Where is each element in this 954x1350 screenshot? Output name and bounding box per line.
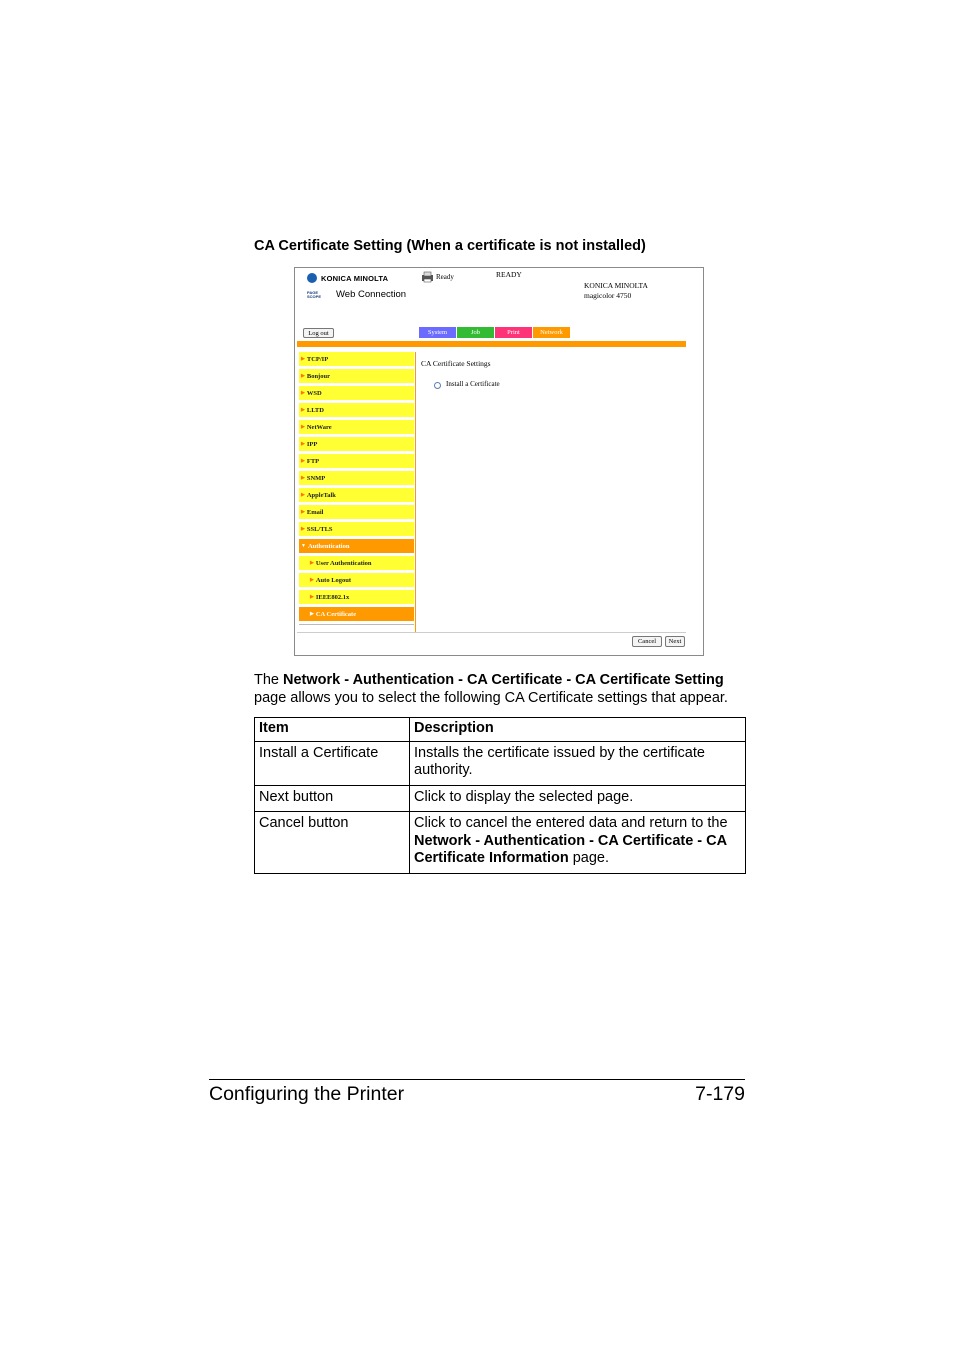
arrow-right-icon: ▶ <box>301 442 305 447</box>
sidebar-item-tcpip[interactable]: ▶ TCP/IP <box>299 352 414 366</box>
table-cell-item: Install a Certificate <box>255 741 410 785</box>
arrow-right-icon: ▶ <box>301 476 305 481</box>
model-name: magicolor 4750 <box>584 291 632 300</box>
tab-system[interactable]: System <box>419 327 456 338</box>
arrow-right-icon: ▶ <box>301 510 305 515</box>
sidebar-item-netware[interactable]: ▶ NetWare <box>299 420 414 434</box>
pagescope-logo-icon: PAGE SCOPE <box>307 289 322 299</box>
table-cell-description: Installs the certificate issued by the certificate authority. <box>410 741 746 785</box>
intro-paragraph: The Network - Authentication - CA Certificate - CA Certificate Setting page allows you to select the following CA Certificate settings that appear. <box>254 672 728 706</box>
arrow-down-icon: ▼ <box>301 543 306 549</box>
arrow-right-icon: ▶ <box>301 459 305 464</box>
web-connection-title: Web Connection <box>336 289 407 300</box>
sidebar-item-user-authentication[interactable]: ▶ User Authentication <box>299 556 414 570</box>
column-header-description: Description <box>410 718 746 742</box>
section-heading: CA Certificate Setting (When a certificate is not installed) <box>254 238 646 254</box>
install-certificate-radio[interactable] <box>434 382 441 389</box>
sidebar-item-ssl-tls[interactable]: ▶ SSL/TLS <box>299 522 414 536</box>
arrow-right-icon: ▶ <box>301 391 305 396</box>
main-tabs <box>419 327 570 338</box>
content-title: CA Certificate Settings <box>421 359 491 368</box>
arrow-right-icon: ▶ <box>310 578 314 583</box>
tab-print[interactable]: Print <box>495 327 532 338</box>
model-info <box>584 281 648 301</box>
sidebar-item-appletalk[interactable]: ▶ AppleTalk <box>299 488 414 502</box>
sidebar-item-snmp[interactable]: ▶ SNMP <box>299 471 414 485</box>
footer-rule <box>209 1079 745 1080</box>
table-row <box>255 785 746 812</box>
sidebar-item-ipp[interactable]: ▶ IPP <box>299 437 414 451</box>
sidebar-item-authentication[interactable]: ▼ Authentication <box>299 539 414 553</box>
sidebar <box>299 352 416 632</box>
arrow-right-icon: ▶ <box>301 374 305 379</box>
logout-button[interactable]: Log out <box>303 328 334 338</box>
table-cell-item: Cancel button <box>255 812 410 874</box>
tab-network[interactable]: Network <box>533 327 570 338</box>
arrow-right-icon: ▶ <box>301 357 305 362</box>
column-header-item: Item <box>255 718 410 742</box>
install-certificate-label[interactable]: Install a Certificate <box>446 380 500 388</box>
sidebar-divider <box>299 624 414 625</box>
arrow-right-icon: ▶ <box>301 425 305 430</box>
settings-table <box>254 717 746 874</box>
table-header-row <box>255 718 746 742</box>
sidebar-item-wsd[interactable]: ▶ WSD <box>299 386 414 400</box>
sidebar-item-ca-certificate[interactable]: ▶ CA Certificate <box>299 607 414 621</box>
tab-job[interactable]: Job <box>457 327 494 338</box>
model-maker: KONICA MINOLTA <box>584 281 648 290</box>
footer-page-number: 7-179 <box>695 1083 745 1105</box>
sidebar-item-auto-logout[interactable]: ▶ Auto Logout <box>299 573 414 587</box>
tab-bar-divider <box>297 341 686 347</box>
brand-name: KONICA MINOLTA <box>321 273 389 283</box>
table-cell-description: Click to cancel the entered data and return to the Network - Authentication - CA Certificate - CA Certificate Information page. <box>410 812 746 874</box>
printer-status-icon <box>421 271 434 283</box>
status-text: Ready <box>436 273 454 281</box>
arrow-right-icon: ▶ <box>310 612 314 617</box>
arrow-right-icon: ▶ <box>301 408 305 413</box>
sidebar-item-email[interactable]: ▶ Email <box>299 505 414 519</box>
next-button[interactable]: Next <box>665 636 685 647</box>
ready-text: READY <box>496 270 522 279</box>
arrow-right-icon: ▶ <box>310 595 314 600</box>
cancel-button[interactable]: Cancel <box>632 636 662 647</box>
arrow-right-icon: ▶ <box>301 493 305 498</box>
konica-minolta-logo-icon <box>307 273 317 283</box>
sidebar-item-bonjour[interactable]: ▶ Bonjour <box>299 369 414 383</box>
sidebar-item-ieee8021x[interactable]: ▶ IEEE802.1x <box>299 590 414 604</box>
table-cell-item: Next button <box>255 785 410 812</box>
arrow-right-icon: ▶ <box>310 561 314 566</box>
footer-divider <box>297 632 686 633</box>
brand-block <box>307 273 406 300</box>
arrow-right-icon: ▶ <box>301 527 305 532</box>
table-cell-description: Click to display the selected page. <box>410 785 746 812</box>
intro-path: Network - Authentication - CA Certificate - CA Certificate Setting <box>283 672 724 688</box>
sidebar-item-lltd[interactable]: ▶ LLTD <box>299 403 414 417</box>
web-connection-screenshot <box>294 267 704 656</box>
table-row <box>255 812 746 874</box>
table-row <box>255 741 746 785</box>
sidebar-item-ftp[interactable]: ▶ FTP <box>299 454 414 468</box>
footer-chapter-title: Configuring the Printer <box>209 1083 405 1105</box>
